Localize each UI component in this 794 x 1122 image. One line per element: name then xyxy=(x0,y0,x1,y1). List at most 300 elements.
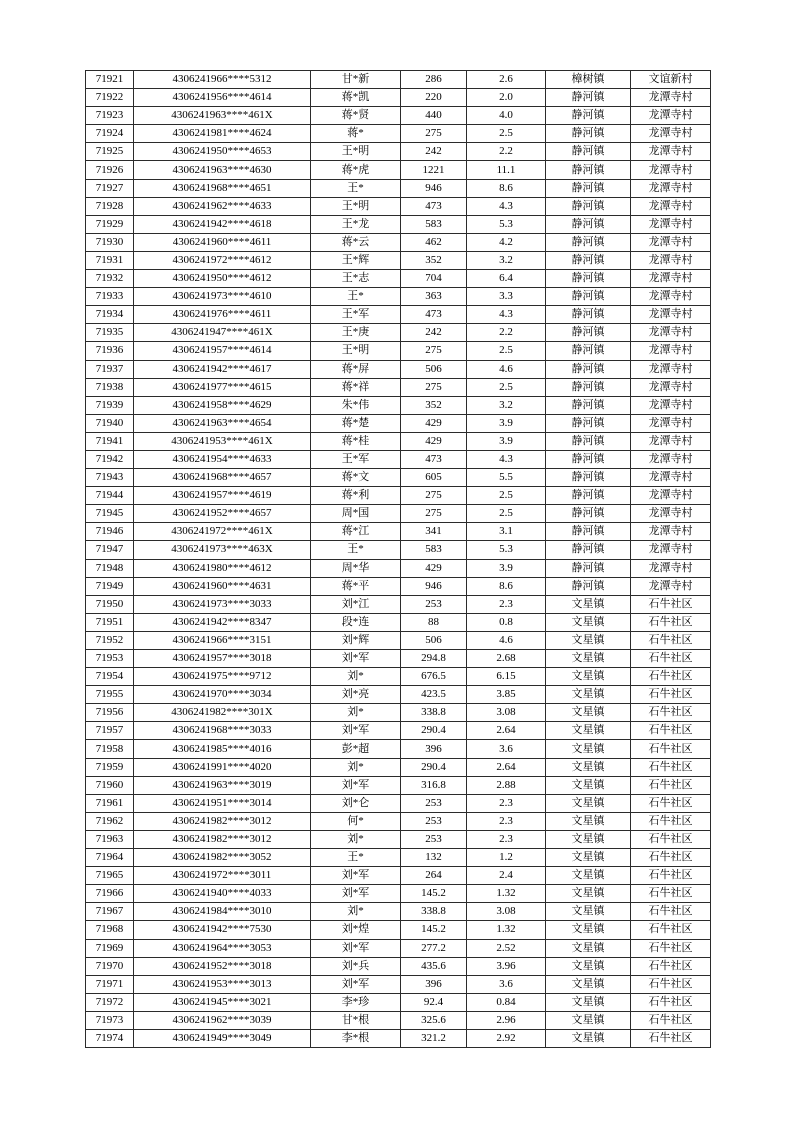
cell-seq: 71964 xyxy=(86,849,134,867)
table-row xyxy=(86,740,711,758)
cell-area: 2.5 xyxy=(467,342,546,360)
cell-area: 3.08 xyxy=(467,704,546,722)
cell-town: 文星镇 xyxy=(546,993,631,1011)
cell-name: 刘* xyxy=(311,704,401,722)
cell-amount: 242 xyxy=(401,324,467,342)
table-row xyxy=(86,342,711,360)
cell-id: 4306241953****3013 xyxy=(134,975,311,993)
cell-seq: 71950 xyxy=(86,595,134,613)
records-table xyxy=(85,70,711,1048)
cell-town: 文星镇 xyxy=(546,650,631,668)
cell-seq: 71971 xyxy=(86,975,134,993)
cell-area: 2.5 xyxy=(467,487,546,505)
cell-id: 4306241984****3010 xyxy=(134,903,311,921)
cell-amount: 275 xyxy=(401,505,467,523)
cell-area: 3.2 xyxy=(467,251,546,269)
cell-village: 龙潭寺村 xyxy=(631,179,711,197)
cell-village: 龙潭寺村 xyxy=(631,342,711,360)
cell-amount: 583 xyxy=(401,541,467,559)
table-row xyxy=(86,668,711,686)
cell-town: 静河镇 xyxy=(546,505,631,523)
cell-town: 文星镇 xyxy=(546,812,631,830)
cell-id: 4306241962****4633 xyxy=(134,197,311,215)
cell-town: 静河镇 xyxy=(546,432,631,450)
cell-amount: 88 xyxy=(401,613,467,631)
cell-seq: 71940 xyxy=(86,414,134,432)
cell-id: 4306241966****3151 xyxy=(134,631,311,649)
cell-village: 石牛社区 xyxy=(631,921,711,939)
cell-name: 蒋*平 xyxy=(311,577,401,595)
cell-town: 静河镇 xyxy=(546,577,631,595)
cell-town: 静河镇 xyxy=(546,559,631,577)
cell-seq: 71969 xyxy=(86,939,134,957)
cell-village: 石牛社区 xyxy=(631,650,711,668)
cell-town: 文星镇 xyxy=(546,613,631,631)
cell-town: 静河镇 xyxy=(546,233,631,251)
cell-name: 刘* xyxy=(311,830,401,848)
cell-amount: 429 xyxy=(401,414,467,432)
cell-seq: 71941 xyxy=(86,432,134,450)
cell-seq: 71959 xyxy=(86,758,134,776)
table-row xyxy=(86,776,711,794)
cell-amount: 1221 xyxy=(401,161,467,179)
table-row xyxy=(86,758,711,776)
cell-amount: 338.8 xyxy=(401,704,467,722)
cell-name: 段*连 xyxy=(311,613,401,631)
table-row xyxy=(86,487,711,505)
cell-town: 文星镇 xyxy=(546,740,631,758)
cell-id: 4306241952****4657 xyxy=(134,505,311,523)
table-row xyxy=(86,143,711,161)
cell-area: 1.32 xyxy=(467,921,546,939)
cell-town: 静河镇 xyxy=(546,270,631,288)
cell-id: 4306241950****4612 xyxy=(134,270,311,288)
cell-name: 蒋*祥 xyxy=(311,378,401,396)
cell-area: 2.4 xyxy=(467,867,546,885)
cell-area: 4.6 xyxy=(467,631,546,649)
cell-seq: 71952 xyxy=(86,631,134,649)
cell-name: 彭*超 xyxy=(311,740,401,758)
cell-name: 王* xyxy=(311,288,401,306)
table-row xyxy=(86,939,711,957)
cell-id: 4306241940****4033 xyxy=(134,885,311,903)
cell-name: 周*国 xyxy=(311,505,401,523)
cell-town: 文星镇 xyxy=(546,794,631,812)
cell-area: 2.3 xyxy=(467,595,546,613)
cell-seq: 71955 xyxy=(86,686,134,704)
cell-amount: 946 xyxy=(401,577,467,595)
table-row xyxy=(86,414,711,432)
cell-seq: 71921 xyxy=(86,71,134,89)
cell-amount: 396 xyxy=(401,740,467,758)
cell-area: 2.5 xyxy=(467,505,546,523)
cell-amount: 583 xyxy=(401,215,467,233)
cell-village: 石牛社区 xyxy=(631,794,711,812)
cell-village: 龙潭寺村 xyxy=(631,107,711,125)
cell-seq: 71949 xyxy=(86,577,134,595)
cell-seq: 71929 xyxy=(86,215,134,233)
cell-amount: 325.6 xyxy=(401,1011,467,1029)
table-row xyxy=(86,523,711,541)
cell-village: 文谊新村 xyxy=(631,71,711,89)
cell-town: 静河镇 xyxy=(546,469,631,487)
cell-name: 甘*根 xyxy=(311,1011,401,1029)
cell-village: 龙潭寺村 xyxy=(631,432,711,450)
cell-id: 4306241982****3012 xyxy=(134,830,311,848)
cell-area: 3.1 xyxy=(467,523,546,541)
cell-amount: 277.2 xyxy=(401,939,467,957)
cell-id: 4306241958****4629 xyxy=(134,396,311,414)
cell-name: 蒋*屏 xyxy=(311,360,401,378)
cell-name: 刘*军 xyxy=(311,722,401,740)
cell-seq: 71958 xyxy=(86,740,134,758)
cell-village: 龙潭寺村 xyxy=(631,197,711,215)
cell-seq: 71935 xyxy=(86,324,134,342)
table-row xyxy=(86,921,711,939)
cell-area: 3.9 xyxy=(467,414,546,432)
cell-town: 文星镇 xyxy=(546,975,631,993)
cell-town: 静河镇 xyxy=(546,324,631,342)
table-row xyxy=(86,577,711,595)
cell-amount: 429 xyxy=(401,432,467,450)
table-row xyxy=(86,830,711,848)
cell-name: 王*辉 xyxy=(311,251,401,269)
table-row xyxy=(86,1029,711,1047)
cell-amount: 290.4 xyxy=(401,758,467,776)
cell-area: 4.6 xyxy=(467,360,546,378)
cell-seq: 71960 xyxy=(86,776,134,794)
cell-id: 4306241970****3034 xyxy=(134,686,311,704)
cell-name: 蒋* xyxy=(311,125,401,143)
cell-village: 石牛社区 xyxy=(631,957,711,975)
cell-village: 龙潭寺村 xyxy=(631,396,711,414)
cell-area: 4.3 xyxy=(467,306,546,324)
cell-seq: 71965 xyxy=(86,867,134,885)
cell-area: 5.3 xyxy=(467,215,546,233)
cell-id: 4306241972****3011 xyxy=(134,867,311,885)
cell-area: 2.3 xyxy=(467,812,546,830)
cell-town: 文星镇 xyxy=(546,776,631,794)
cell-seq: 71948 xyxy=(86,559,134,577)
cell-name: 甘*新 xyxy=(311,71,401,89)
cell-town: 静河镇 xyxy=(546,414,631,432)
table-row xyxy=(86,812,711,830)
cell-village: 龙潭寺村 xyxy=(631,288,711,306)
cell-area: 2.68 xyxy=(467,650,546,668)
cell-id: 4306241980****4612 xyxy=(134,559,311,577)
cell-name: 蒋*江 xyxy=(311,523,401,541)
cell-seq: 71924 xyxy=(86,125,134,143)
table-row xyxy=(86,450,711,468)
cell-area: 0.8 xyxy=(467,613,546,631)
cell-id: 4306241957****4614 xyxy=(134,342,311,360)
cell-village: 石牛社区 xyxy=(631,903,711,921)
cell-area: 3.2 xyxy=(467,396,546,414)
cell-town: 静河镇 xyxy=(546,306,631,324)
cell-id: 4306241981****4624 xyxy=(134,125,311,143)
cell-id: 4306241982****301X xyxy=(134,704,311,722)
cell-id: 4306241975****9712 xyxy=(134,668,311,686)
cell-seq: 71947 xyxy=(86,541,134,559)
cell-area: 3.6 xyxy=(467,975,546,993)
cell-village: 石牛社区 xyxy=(631,830,711,848)
cell-area: 2.2 xyxy=(467,324,546,342)
cell-town: 静河镇 xyxy=(546,197,631,215)
cell-seq: 71972 xyxy=(86,993,134,1011)
cell-town: 静河镇 xyxy=(546,378,631,396)
cell-seq: 71953 xyxy=(86,650,134,668)
cell-village: 龙潭寺村 xyxy=(631,89,711,107)
cell-area: 8.6 xyxy=(467,577,546,595)
cell-name: 王* xyxy=(311,849,401,867)
cell-village: 石牛社区 xyxy=(631,631,711,649)
cell-name: 蒋*桂 xyxy=(311,432,401,450)
table-row xyxy=(86,71,711,89)
cell-area: 3.96 xyxy=(467,957,546,975)
table-row xyxy=(86,704,711,722)
cell-village: 龙潭寺村 xyxy=(631,251,711,269)
cell-amount: 676.5 xyxy=(401,668,467,686)
cell-name: 王*志 xyxy=(311,270,401,288)
cell-id: 4306241963****461X xyxy=(134,107,311,125)
cell-id: 4306241972****461X xyxy=(134,523,311,541)
cell-id: 4306241942****8347 xyxy=(134,613,311,631)
cell-amount: 352 xyxy=(401,251,467,269)
table-row xyxy=(86,179,711,197)
cell-id: 4306241950****4653 xyxy=(134,143,311,161)
cell-id: 4306241973****463X xyxy=(134,541,311,559)
cell-town: 静河镇 xyxy=(546,487,631,505)
cell-seq: 71970 xyxy=(86,957,134,975)
table-row xyxy=(86,903,711,921)
cell-id: 4306241942****4617 xyxy=(134,360,311,378)
cell-seq: 71938 xyxy=(86,378,134,396)
cell-seq: 71933 xyxy=(86,288,134,306)
cell-seq: 71967 xyxy=(86,903,134,921)
cell-amount: 242 xyxy=(401,143,467,161)
cell-village: 石牛社区 xyxy=(631,613,711,631)
cell-town: 静河镇 xyxy=(546,161,631,179)
table-row xyxy=(86,89,711,107)
cell-name: 刘*亮 xyxy=(311,686,401,704)
cell-id: 4306241953****461X xyxy=(134,432,311,450)
cell-area: 6.15 xyxy=(467,668,546,686)
cell-area: 2.5 xyxy=(467,125,546,143)
cell-amount: 275 xyxy=(401,378,467,396)
table-row xyxy=(86,432,711,450)
cell-amount: 316.8 xyxy=(401,776,467,794)
cell-amount: 605 xyxy=(401,469,467,487)
cell-town: 文星镇 xyxy=(546,957,631,975)
cell-seq: 71931 xyxy=(86,251,134,269)
table-row xyxy=(86,993,711,1011)
cell-town: 静河镇 xyxy=(546,89,631,107)
cell-amount: 321.2 xyxy=(401,1029,467,1047)
cell-seq: 71957 xyxy=(86,722,134,740)
cell-village: 石牛社区 xyxy=(631,812,711,830)
cell-id: 4306241942****7530 xyxy=(134,921,311,939)
cell-village: 龙潭寺村 xyxy=(631,306,711,324)
cell-town: 文星镇 xyxy=(546,903,631,921)
cell-name: 刘* xyxy=(311,758,401,776)
cell-town: 文星镇 xyxy=(546,885,631,903)
cell-area: 3.9 xyxy=(467,559,546,577)
cell-amount: 506 xyxy=(401,631,467,649)
cell-village: 石牛社区 xyxy=(631,704,711,722)
cell-seq: 71974 xyxy=(86,1029,134,1047)
cell-id: 4306241945****3021 xyxy=(134,993,311,1011)
cell-id: 4306241976****4611 xyxy=(134,306,311,324)
cell-id: 4306241968****4657 xyxy=(134,469,311,487)
cell-town: 文星镇 xyxy=(546,1011,631,1029)
cell-area: 4.3 xyxy=(467,197,546,215)
cell-amount: 462 xyxy=(401,233,467,251)
cell-name: 王*龙 xyxy=(311,215,401,233)
cell-amount: 253 xyxy=(401,595,467,613)
cell-area: 4.0 xyxy=(467,107,546,125)
cell-village: 龙潭寺村 xyxy=(631,469,711,487)
table-row xyxy=(86,541,711,559)
table-row xyxy=(86,613,711,631)
cell-amount: 253 xyxy=(401,830,467,848)
cell-id: 4306241968****4651 xyxy=(134,179,311,197)
table-row xyxy=(86,233,711,251)
cell-town: 文星镇 xyxy=(546,1029,631,1047)
cell-name: 王* xyxy=(311,179,401,197)
cell-seq: 71939 xyxy=(86,396,134,414)
cell-amount: 506 xyxy=(401,360,467,378)
cell-id: 4306241963****4630 xyxy=(134,161,311,179)
cell-town: 静河镇 xyxy=(546,215,631,233)
cell-town: 静河镇 xyxy=(546,143,631,161)
cell-amount: 294.8 xyxy=(401,650,467,668)
cell-village: 龙潭寺村 xyxy=(631,215,711,233)
cell-name: 李*珍 xyxy=(311,993,401,1011)
cell-town: 樟树镇 xyxy=(546,71,631,89)
cell-name: 蒋*文 xyxy=(311,469,401,487)
cell-seq: 71928 xyxy=(86,197,134,215)
cell-town: 静河镇 xyxy=(546,288,631,306)
cell-id: 4306241982****3052 xyxy=(134,849,311,867)
cell-seq: 71937 xyxy=(86,360,134,378)
cell-area: 2.3 xyxy=(467,794,546,812)
cell-seq: 71944 xyxy=(86,487,134,505)
cell-area: 8.6 xyxy=(467,179,546,197)
cell-name: 蒋*云 xyxy=(311,233,401,251)
cell-village: 龙潭寺村 xyxy=(631,143,711,161)
cell-seq: 71942 xyxy=(86,450,134,468)
cell-amount: 145.2 xyxy=(401,921,467,939)
cell-village: 龙潭寺村 xyxy=(631,523,711,541)
cell-id: 4306241952****3018 xyxy=(134,957,311,975)
cell-name: 刘*仑 xyxy=(311,794,401,812)
cell-area: 2.52 xyxy=(467,939,546,957)
cell-name: 刘*煌 xyxy=(311,921,401,939)
cell-amount: 286 xyxy=(401,71,467,89)
cell-seq: 71926 xyxy=(86,161,134,179)
cell-village: 石牛社区 xyxy=(631,722,711,740)
cell-amount: 423.5 xyxy=(401,686,467,704)
cell-seq: 71968 xyxy=(86,921,134,939)
cell-seq: 71962 xyxy=(86,812,134,830)
cell-village: 石牛社区 xyxy=(631,686,711,704)
cell-amount: 429 xyxy=(401,559,467,577)
cell-seq: 71956 xyxy=(86,704,134,722)
cell-town: 文星镇 xyxy=(546,595,631,613)
table-row xyxy=(86,794,711,812)
table-row xyxy=(86,849,711,867)
table-row xyxy=(86,631,711,649)
cell-town: 静河镇 xyxy=(546,450,631,468)
cell-village: 石牛社区 xyxy=(631,595,711,613)
cell-id: 4306241960****4611 xyxy=(134,233,311,251)
cell-town: 静河镇 xyxy=(546,125,631,143)
table-row xyxy=(86,125,711,143)
table-row xyxy=(86,722,711,740)
cell-name: 李*根 xyxy=(311,1029,401,1047)
cell-seq: 71932 xyxy=(86,270,134,288)
cell-area: 2.92 xyxy=(467,1029,546,1047)
cell-id: 4306241942****4618 xyxy=(134,215,311,233)
table-row xyxy=(86,975,711,993)
cell-area: 3.85 xyxy=(467,686,546,704)
cell-amount: 253 xyxy=(401,812,467,830)
table-row xyxy=(86,251,711,269)
cell-name: 蒋*虎 xyxy=(311,161,401,179)
cell-town: 文星镇 xyxy=(546,631,631,649)
cell-village: 石牛社区 xyxy=(631,939,711,957)
cell-village: 石牛社区 xyxy=(631,776,711,794)
cell-name: 刘*军 xyxy=(311,975,401,993)
table-row xyxy=(86,1011,711,1029)
cell-name: 刘*辉 xyxy=(311,631,401,649)
cell-id: 4306241977****4615 xyxy=(134,378,311,396)
cell-name: 刘*军 xyxy=(311,885,401,903)
cell-area: 0.84 xyxy=(467,993,546,1011)
cell-amount: 132 xyxy=(401,849,467,867)
cell-id: 4306241973****4610 xyxy=(134,288,311,306)
cell-village: 石牛社区 xyxy=(631,668,711,686)
table-row xyxy=(86,197,711,215)
cell-id: 4306241966****5312 xyxy=(134,71,311,89)
table-row xyxy=(86,469,711,487)
cell-name: 朱*伟 xyxy=(311,396,401,414)
cell-amount: 253 xyxy=(401,794,467,812)
cell-village: 石牛社区 xyxy=(631,1029,711,1047)
cell-town: 静河镇 xyxy=(546,396,631,414)
cell-village: 石牛社区 xyxy=(631,885,711,903)
cell-town: 文星镇 xyxy=(546,830,631,848)
cell-id: 4306241956****4614 xyxy=(134,89,311,107)
cell-amount: 473 xyxy=(401,197,467,215)
cell-amount: 290.4 xyxy=(401,722,467,740)
cell-village: 龙潭寺村 xyxy=(631,414,711,432)
cell-name: 刘*兵 xyxy=(311,957,401,975)
cell-village: 龙潭寺村 xyxy=(631,559,711,577)
table-row xyxy=(86,306,711,324)
records-table-body xyxy=(86,71,711,1048)
table-row xyxy=(86,215,711,233)
table-row xyxy=(86,378,711,396)
cell-amount: 396 xyxy=(401,975,467,993)
cell-seq: 71966 xyxy=(86,885,134,903)
cell-amount: 946 xyxy=(401,179,467,197)
cell-town: 静河镇 xyxy=(546,342,631,360)
cell-id: 4306241972****4612 xyxy=(134,251,311,269)
cell-area: 2.64 xyxy=(467,722,546,740)
cell-town: 静河镇 xyxy=(546,360,631,378)
cell-seq: 71930 xyxy=(86,233,134,251)
